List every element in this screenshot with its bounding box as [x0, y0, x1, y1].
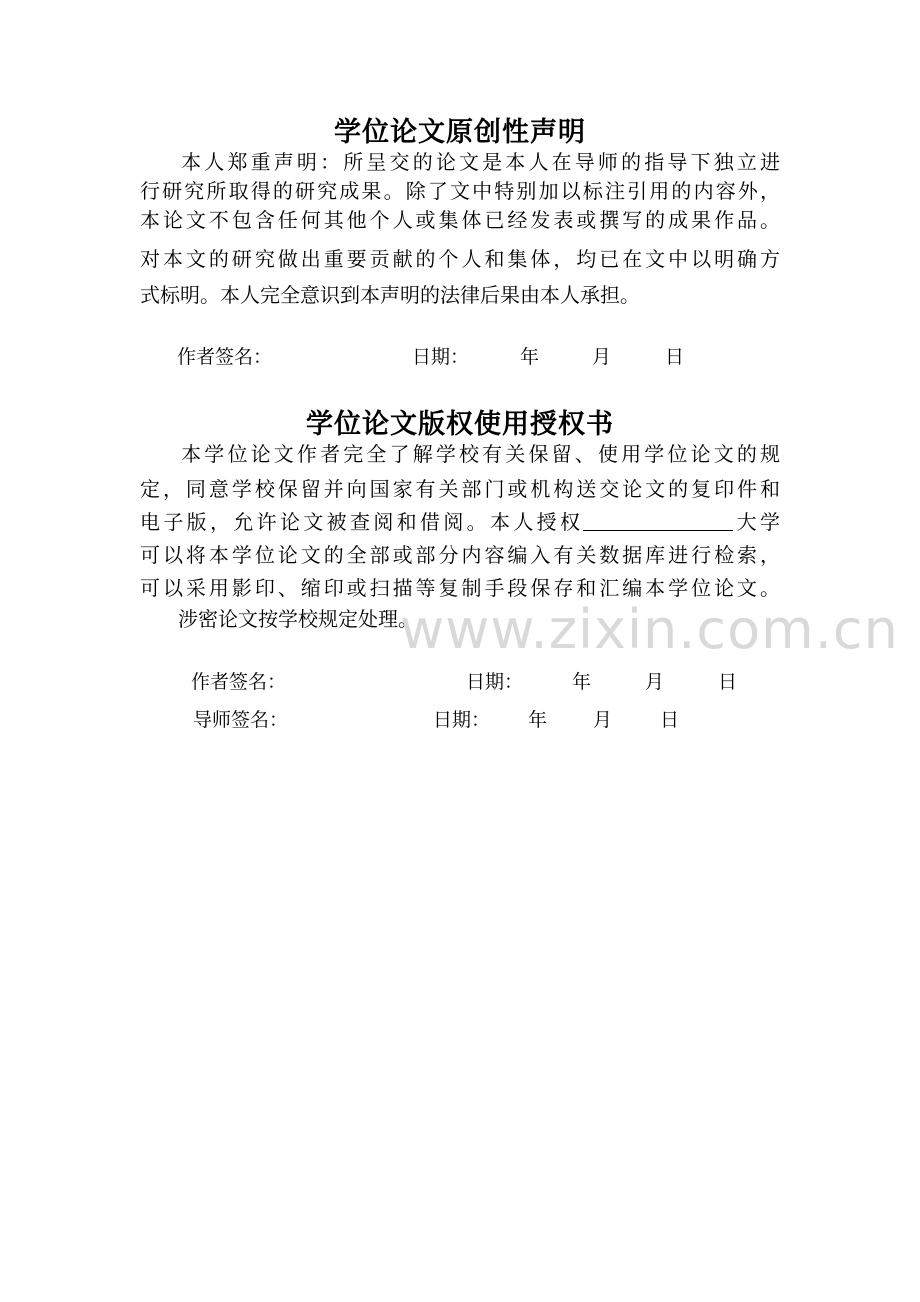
supervisor-signature-label: 导师签名： — [193, 709, 289, 731]
declaration-line-2: 行研究所取得的研究成果。除了文中特别加以标注引用的内容外， — [140, 179, 780, 203]
authorization-line-4: 可以将本学位论文的全部或部分内容编入有关数据库进行检索， — [140, 543, 780, 567]
declaration-line-4: 对本文的研究做出重要贡献的个人和集体，均已在文中以明确方 — [140, 247, 780, 271]
authorization-author-month-label: 月 — [645, 671, 665, 693]
authorization-author-year-label: 年 — [572, 671, 592, 693]
university-blank-line — [583, 510, 733, 531]
authorization-line-3: 电子版，允许论文被查阅和借阅。本人授权 大学 — [140, 510, 781, 534]
authorization-line-1: 本学位论文作者完全了解学校有关保留、使用学位论文的规 — [178, 442, 780, 466]
declaration-year-label: 年 — [520, 346, 540, 368]
supervisor-year-label: 年 — [528, 709, 548, 731]
supervisor-month-label: 月 — [593, 709, 613, 731]
declaration-date-label: 日期： — [412, 346, 470, 368]
declaration-line-3: 本论文不包含任何其他个人或集体已经发表或撰写的成果作品。 — [140, 208, 780, 232]
authorization-line-5: 可以采用影印、缩印或扫描等复制手段保存和汇编本学位论文。 — [140, 576, 780, 600]
declaration-month-label: 月 — [592, 346, 612, 368]
authorization-author-date-label: 日期： — [466, 671, 524, 693]
watermark: www.zixin.com.cn — [400, 598, 899, 661]
declaration-line-1: 本人郑重声明：所呈交的论文是本人在导师的指导下独立进 — [178, 150, 780, 174]
supervisor-day-label: 日 — [660, 709, 680, 731]
declaration-author-signature-label: 作者签名： — [177, 346, 273, 368]
authorization-author-day-label: 日 — [718, 671, 738, 693]
authorization-line-2: 定，同意学校保留并向国家有关部门或机构送交论文的复印件和 — [140, 477, 780, 501]
declaration-day-label: 日 — [665, 346, 685, 368]
authorization-line-6: 涉密论文按学校规定处理。 — [178, 607, 418, 631]
authorization-author-signature-label: 作者签名： — [191, 671, 287, 693]
authorization-title: 学位论文版权使用授权书 — [306, 409, 614, 440]
supervisor-date-label: 日期： — [433, 709, 491, 731]
declaration-line-5: 式标明。本人完全意识到本声明的法律后果由本人承担。 — [140, 283, 640, 307]
declaration-title: 学位论文原创性声明 — [334, 117, 586, 148]
